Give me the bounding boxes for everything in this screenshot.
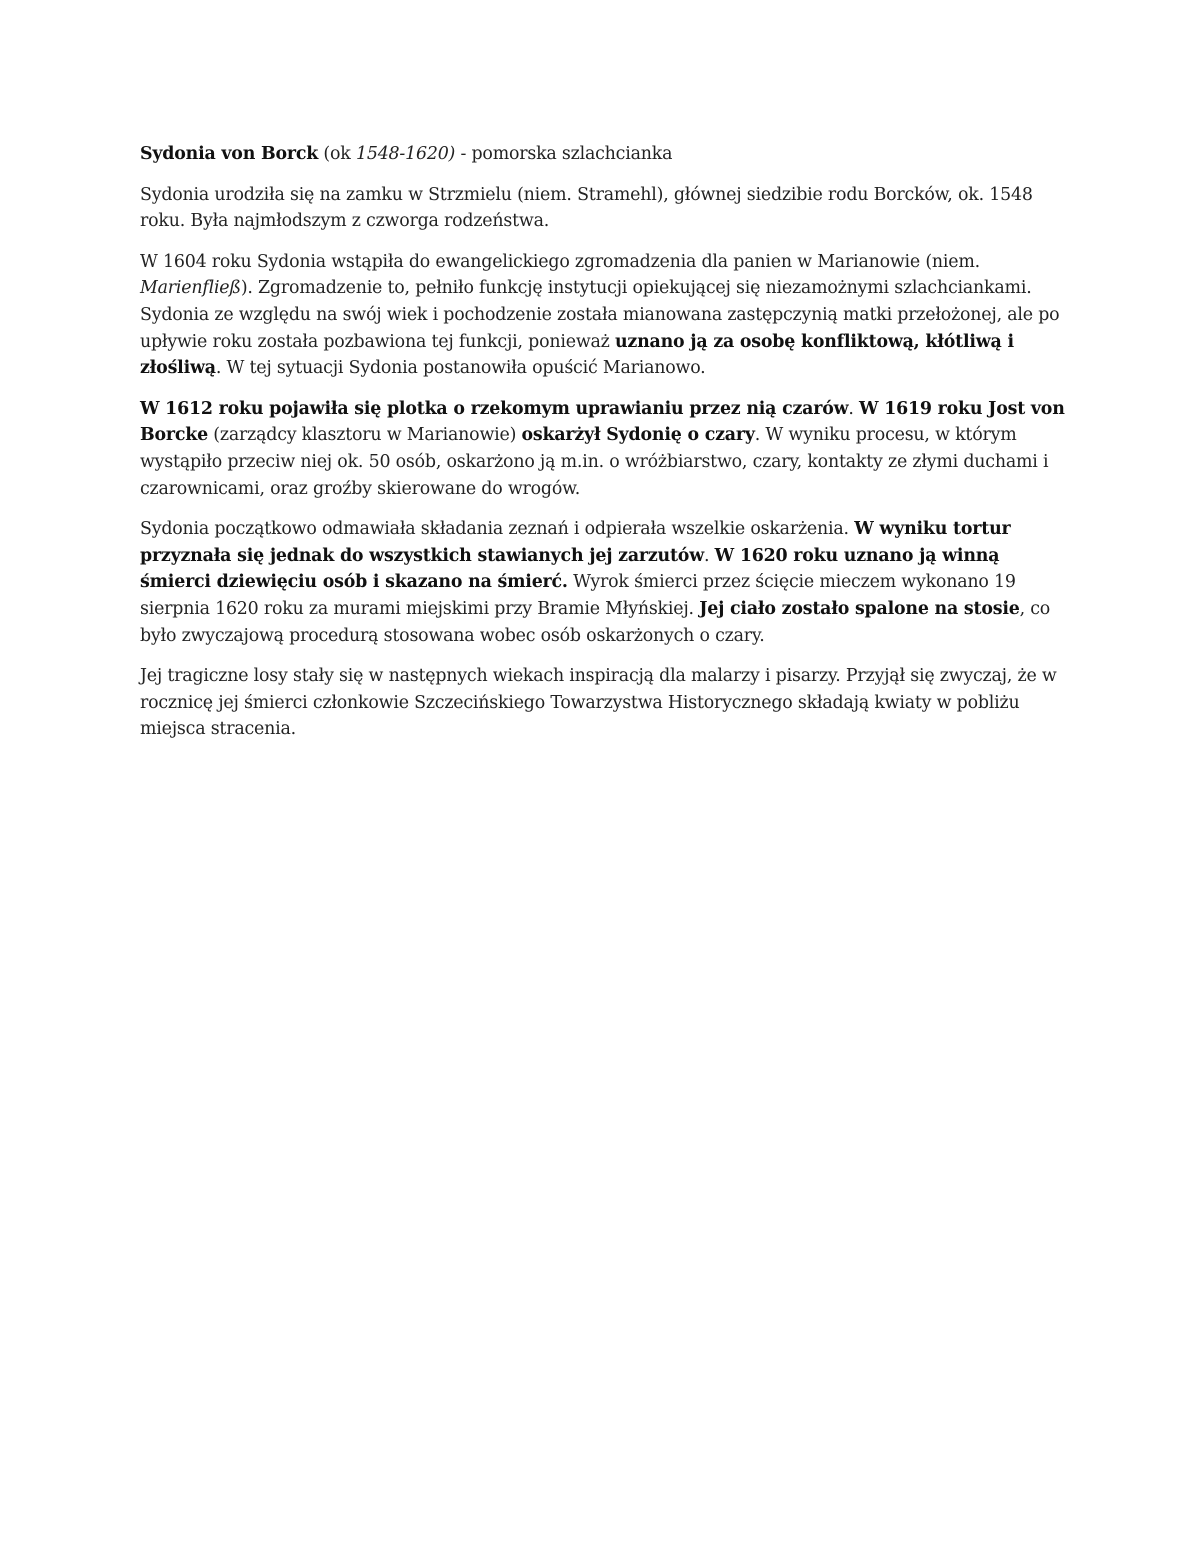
- paragraph-accusation: [140, 396, 1065, 502]
- bold-span: W wyniku tortur przyznała się jednak do wszystkich stawianych jej zarzutów: [140, 519, 1011, 566]
- text-span: (zarządcy klasztoru w Marianowie): [207, 425, 522, 446]
- italic-span: Marienfließ: [140, 278, 241, 299]
- text-span: . W tej sytuacji Sydonia postanowiła opuścić Marianowo.: [215, 358, 706, 379]
- bold-span: W 1619 roku Jost von Borcke: [140, 398, 1065, 446]
- text-span: Sydonia początkowo odmawiała składania zeznań i odpierała wszelkie oskarżenia.: [140, 519, 855, 540]
- bold-span: oskarżył Sydonię o czary: [521, 425, 755, 446]
- text-span: W 1604 roku Sydonia wstąpiła do ewangelickiego zgromadzenia dla panien w Marianowie (niem.: [140, 251, 981, 272]
- title-open: (ok: [318, 144, 356, 164]
- text-span: ). Zgromadzenie to, pełniło funkcję instytucji opiekującej się niezamożnymi szlachciankami. Sydonia ze względu na swój wiek i pochodzenie została mianowana zastępczynią matki przełożonej, ale po upływie roku została pozbawiona tej funkcji, ponieważ: [140, 278, 1060, 352]
- bold-span: W 1612 roku pojawiła się plotka o rzekomym uprawianiu przez nią czarów: [140, 398, 849, 419]
- person-name: Sydonia von Borck: [140, 144, 319, 164]
- paragraph-trial: [140, 516, 1065, 649]
- text-span: . W wyniku procesu, w którym wystąpiło przeciw niej ok. 50 osób, oskarżono ją m.in. o wróżbiarstwo, czary, kontakty ze złymi duchami i czarownicami, oraz groźby skierowane do wrogów.: [140, 425, 1049, 499]
- bold-span: Jej ciało zostało spalone na stosie: [699, 598, 1020, 619]
- paragraph-legacy: Jej tragiczne losy stały się w następnych wiekach inspiracją dla malarzy i pisarzy. Przyjął się zwyczaj, że w rocznicę jej śmierci członkowie Szczecińskiego Towarzystwa Historycznego składają kwiaty w pobliżu miejsca stracenia.: [140, 666, 1057, 740]
- bold-span: uznano ją za osobę konfliktową, kłótliwą i złośliwą: [140, 331, 1014, 379]
- text-span: Wyrok śmierci przez ścięcie mieczem wykonano 19 sierpnia 1620 roku za murami miejskimi przy Bramie Młyńskiej.: [140, 572, 1016, 619]
- bold-span: W 1620 roku uznano ją winną śmierci dziewięciu osób i skazano na śmierć.: [140, 545, 1000, 593]
- text-span: .: [848, 398, 860, 419]
- paragraph-title: [140, 141, 1065, 168]
- paragraph-birth: Sydonia urodziła się na zamku w Strzmielu (niem. Stramehl), głównej siedzibie rodu Borcków, ok. 1548 roku. Była najmłodszym z czworga rodzeństwa.: [140, 184, 1033, 232]
- title-rest: - pomorska szlachcianka: [455, 144, 673, 164]
- document-body: [140, 141, 1065, 757]
- text-span: , co było zwyczajową procedurą stosowana wobec osób oskarżonych o czary.: [140, 598, 1051, 646]
- paragraph-marianowo: [140, 249, 1065, 382]
- text-span: .: [703, 545, 715, 566]
- title-years: 1548-1620): [355, 144, 456, 164]
